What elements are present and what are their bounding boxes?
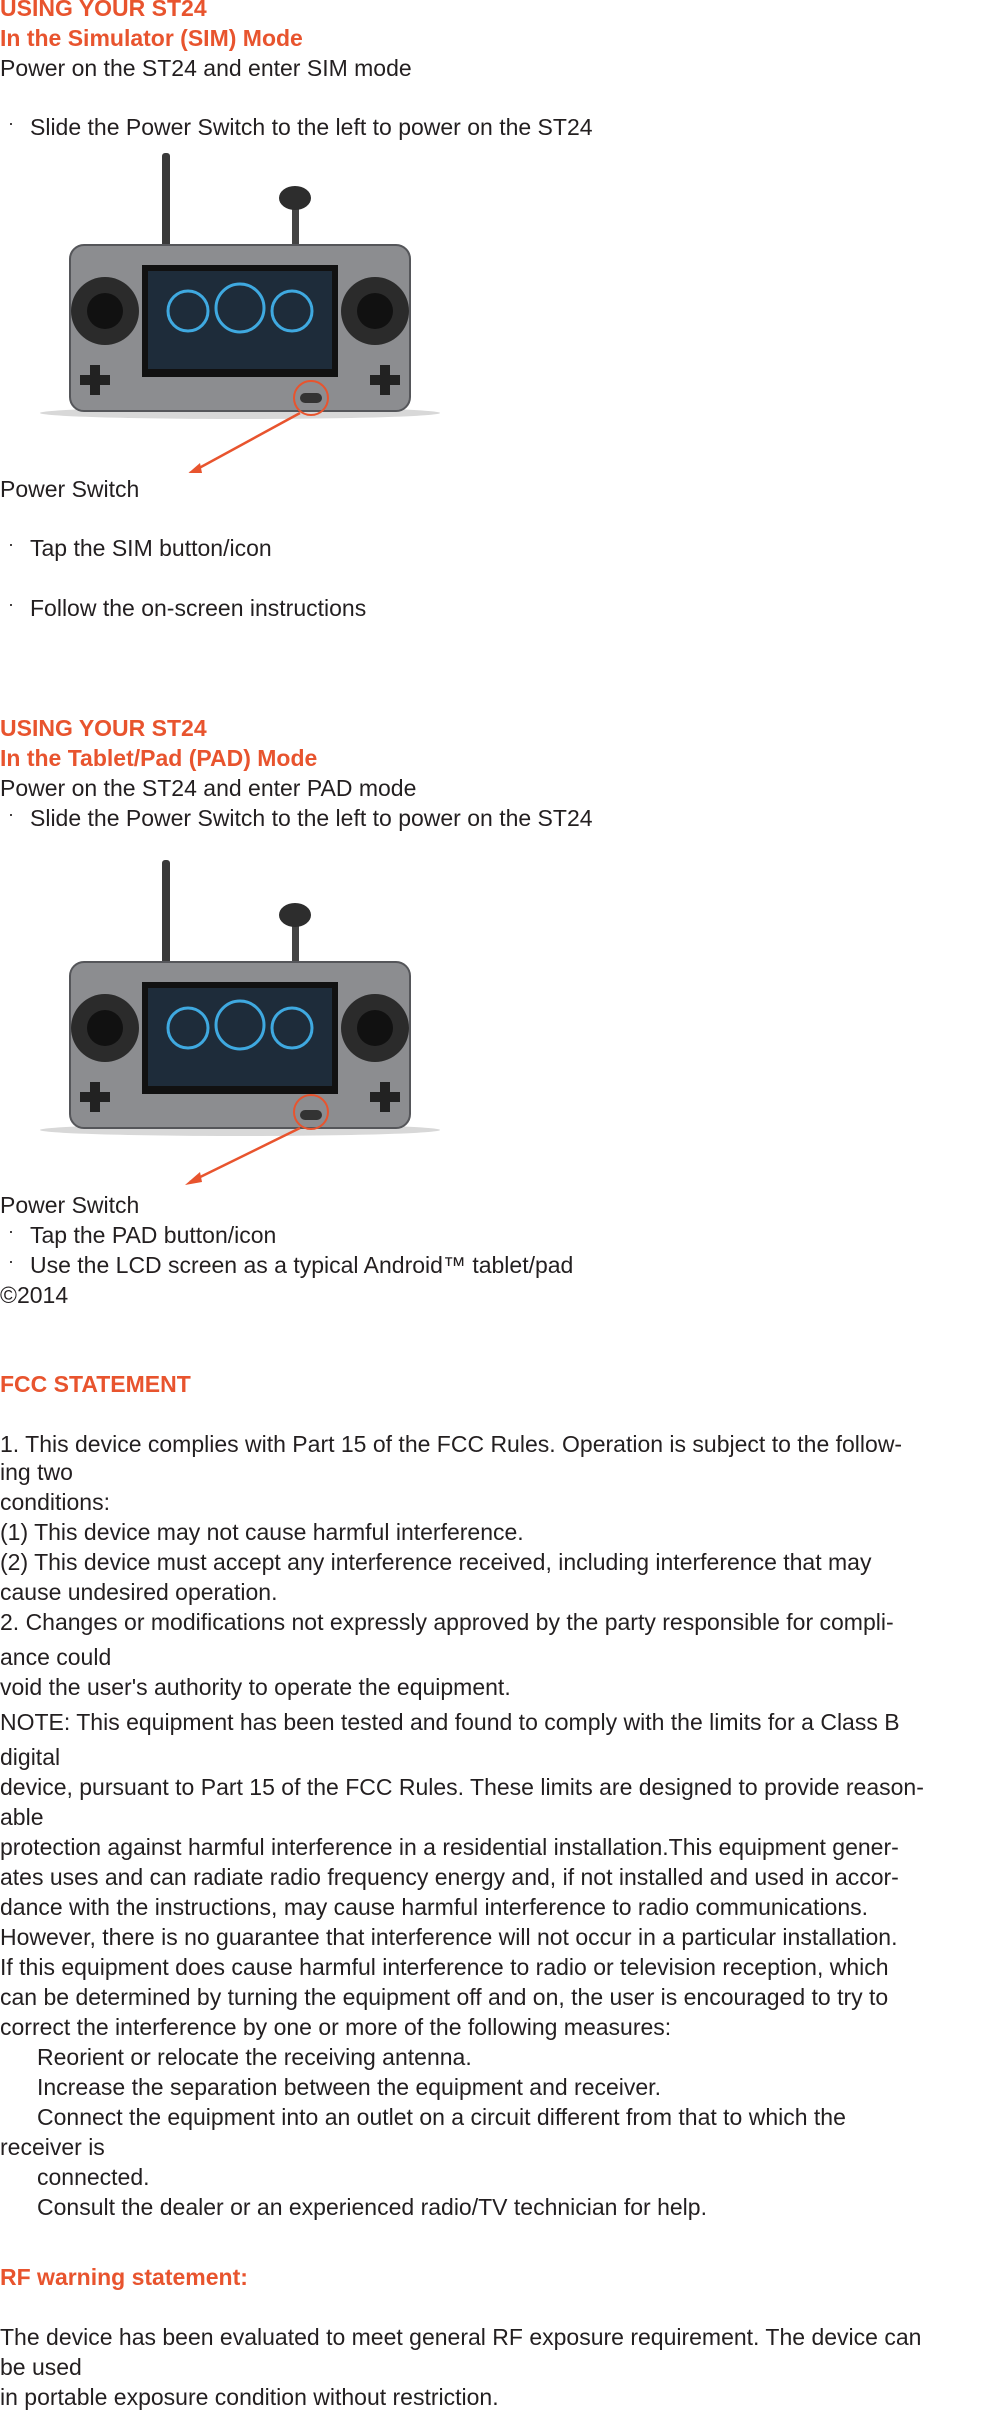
fcc-line: 2. Changes or modifications not expressly approved by the party responsible for compli- (0, 1609, 894, 1635)
pad-heading: USING YOUR ST24 (0, 715, 207, 741)
sim-subheading: In the Simulator (SIM) Mode (0, 25, 303, 51)
rf-line: in portable exposure condition without restriction. (0, 2384, 499, 2410)
st24-device-image-pad (30, 860, 450, 1190)
fcc-measure: Reorient or relocate the receiving antenna. (37, 2044, 472, 2070)
bullet: · (8, 534, 14, 554)
copyright: ©2014 (0, 1282, 69, 1308)
rf-heading: RF warning statement: (0, 2264, 248, 2290)
fcc-line: dance with the instructions, may cause harmful interference to radio communications. (0, 1894, 869, 1920)
fcc-line: conditions: (0, 1489, 110, 1515)
rf-line: be used (0, 2354, 82, 2380)
fcc-line: ates uses and can radiate radio frequency energy and, if not installed and used in accor- (0, 1864, 899, 1890)
st24-device-image-sim (30, 143, 450, 473)
fcc-line: ance could (0, 1644, 112, 1670)
fcc-line: NOTE: This equipment has been tested and found to comply with the limits for a Class B (0, 1709, 900, 1735)
bullet: · (8, 1221, 14, 1241)
fcc-line: device, pursuant to Part 15 of the FCC Rules. These limits are designed to provide reason- (0, 1774, 924, 1800)
bullet: · (8, 594, 14, 614)
sim-bullet-sim: Tap the SIM button/icon (30, 535, 272, 561)
sim-bullet-instructions: Follow the on-screen instructions (30, 595, 367, 621)
fcc-line: ing two (0, 1459, 73, 1485)
fcc-line: receiver is (0, 2134, 105, 2160)
fcc-line: However, there is no guarantee that interference will not occur in a particular installation. (0, 1924, 898, 1950)
pad-subheading: In the Tablet/Pad (PAD) Mode (0, 745, 318, 771)
fcc-line: can be determined by turning the equipment off and on, the user is encouraged to try to (0, 1984, 889, 2010)
pad-intro: Power on the ST24 and enter PAD mode (0, 775, 417, 801)
sim-heading: USING YOUR ST24 (0, 0, 207, 21)
fcc-line: protection against harmful interference in a residential installation.This equipment gener- (0, 1834, 899, 1860)
fcc-line: (2) This device must accept any interference received, including interference that may (0, 1549, 872, 1575)
bullet: · (8, 804, 14, 824)
fcc-measure: connected. (37, 2164, 150, 2190)
sim-intro: Power on the ST24 and enter SIM mode (0, 55, 412, 81)
bullet: · (8, 113, 14, 133)
fcc-line: (1) This device may not cause harmful interference. (0, 1519, 524, 1545)
pad-power-switch-label: Power Switch (0, 1192, 140, 1218)
rf-line: The device has been evaluated to meet general RF exposure requirement. The device can (0, 2324, 922, 2350)
pad-bullet-pad: Tap the PAD button/icon (30, 1222, 277, 1248)
bullet: · (8, 1251, 14, 1271)
fcc-measure: Connect the equipment into an outlet on a circuit different from that to which the (37, 2104, 846, 2130)
fcc-line: 1. This device complies with Part 15 of the FCC Rules. Operation is subject to the follow- (0, 1431, 903, 1457)
fcc-line: correct the interference by one or more of the following measures: (0, 2014, 672, 2040)
sim-bullet-power: Slide the Power Switch to the left to power on the ST24 (30, 114, 593, 140)
fcc-line: digital (0, 1744, 61, 1770)
fcc-line: able (0, 1804, 44, 1830)
fcc-measure: Consult the dealer or an experienced radio/TV technician for help. (37, 2194, 707, 2220)
fcc-line: If this equipment does cause harmful interference to radio or television reception, which (0, 1954, 889, 1980)
sim-power-switch-label: Power Switch (0, 476, 140, 502)
fcc-line: void the user's authority to operate the equipment. (0, 1674, 511, 1700)
fcc-measure: Increase the separation between the equipment and receiver. (37, 2074, 661, 2100)
fcc-heading: FCC STATEMENT (0, 1371, 191, 1397)
pad-bullet-lcd: Use the LCD screen as a typical Android™ tablet/pad (30, 1252, 574, 1278)
pad-bullet-power: Slide the Power Switch to the left to power on the ST24 (30, 805, 593, 831)
fcc-line: cause undesired operation. (0, 1579, 278, 1605)
